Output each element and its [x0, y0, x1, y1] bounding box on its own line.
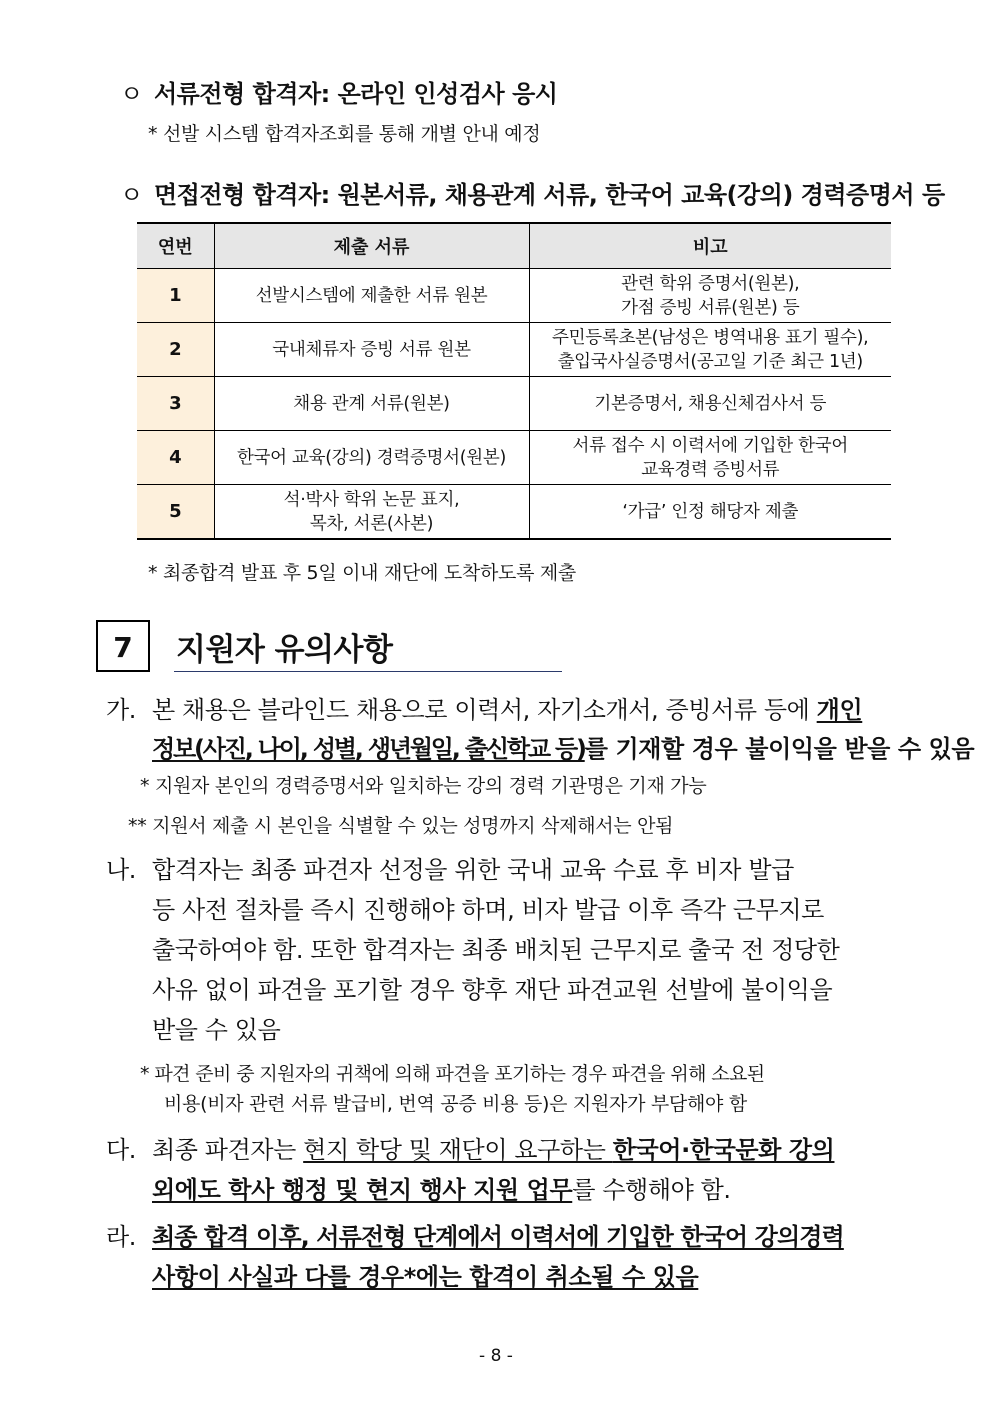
cell-line: 목차, 서론(사본): [309, 513, 434, 534]
item-ga-line1: [106, 690, 862, 725]
bullet-mark: ㅇ: [120, 80, 143, 108]
item-da-emphasis: 한국어·한국문화 강의: [612, 1136, 835, 1164]
item-na-line3: 출국하여야 함. 또한 합격자는 최종 배치된 근무지로 출국 전 정당한: [152, 936, 840, 964]
note-selection-system: * 선발 시스템 합격자조회를 통해 개별 안내 예정: [148, 123, 541, 145]
header-remarks: 비고: [529, 223, 891, 269]
bullet-mark: ㅇ: [120, 181, 143, 209]
item-ra-emphasis: 사항이 사실과 다를 경우*에는 합격이 취소될 수 있음: [152, 1263, 699, 1291]
item-na-note2: 비용(비자 관련 서류 발급비, 번역 공증 비용 등)은 지원자가 부담해야 함: [164, 1093, 747, 1115]
item-da-emphasis: 외에도 학사 행정 및 현지 행사 지원 업무: [152, 1176, 573, 1204]
item-ga-text: 본 채용은 블라인드 채용으로 이력서, 자기소개서, 증빙서류 등에: [152, 696, 817, 724]
row-document: [214, 485, 529, 540]
section-divider: [174, 671, 562, 672]
cell-line: 가점 증빙 서류(원본) 등: [621, 297, 800, 318]
item-ra-line1: [106, 1217, 844, 1252]
item-ra-emphasis: 최종 합격 이후, 서류전형 단계에서 이력서에 기입한 한국어 강의경력: [152, 1223, 844, 1251]
header-document: 제출 서류: [214, 223, 529, 269]
item-ga-note1: * 지원자 본인의 경력증명서와 일치하는 강의 경력 기관명은 기재 가능: [140, 775, 707, 797]
table-row: [137, 485, 891, 540]
item-na-line4: 사유 없이 파견을 포기할 경우 향후 재단 파견교원 선발에 불이익을: [152, 976, 833, 1004]
bullet-text: 면접전형 합격자: 원본서류, 채용관계 서류, 한국어 교육(강의) 경력증명서 등: [154, 181, 945, 209]
section-number-box: 7: [96, 620, 150, 672]
table-row: [137, 323, 891, 377]
cell-line: 한국어 교육(강의) 경력증명서(원본): [236, 447, 507, 468]
item-da-underlined: 현지 학당 및 재단이 요구하는: [303, 1136, 613, 1164]
item-ga-label: 가.: [106, 696, 137, 724]
row-document: [214, 323, 529, 377]
item-da-text: 를 수행해야 함.: [572, 1176, 731, 1204]
cell-line: 관련 학위 증명서(원본),: [621, 273, 800, 294]
cell-line: 선발시스템에 제출한 서류 원본: [255, 285, 488, 306]
item-da-line1: [106, 1130, 834, 1165]
cell-line: ‘가급’ 인정 해당자 제출: [622, 501, 799, 522]
row-no: 2: [137, 323, 214, 377]
cell-line: 국내체류자 증빙 서류 원본: [272, 339, 471, 360]
row-remarks: [529, 431, 891, 485]
item-na-text: 합격자는 최종 파견자 선정을 위한 국내 교육 수료 후 비자 발급: [152, 856, 794, 884]
item-ra-label: 라.: [106, 1223, 137, 1251]
page-number: - 8 -: [479, 1346, 513, 1366]
header-no: 연번: [137, 223, 214, 269]
row-document: [214, 269, 529, 323]
cell-line: 서류 접수 시 이력서에 기입한 한국어: [572, 435, 848, 456]
item-na-line1: [106, 850, 794, 885]
item-na-line5: 받을 수 있음: [152, 1016, 281, 1044]
row-no: 4: [137, 431, 214, 485]
item-ga-text: 를 기재할 경우 불이익을 받을 수 있음: [584, 735, 975, 763]
row-no: 1: [137, 269, 214, 323]
item-ga-emphasis: 개인: [816, 696, 863, 724]
item-da-text: 최종 파견자는: [152, 1136, 304, 1164]
item-na-note1: * 파견 준비 중 지원자의 귀책에 의해 파견을 포기하는 경우 파견을 위해 소요된: [140, 1063, 765, 1085]
item-ga-line2: [152, 729, 974, 764]
row-remarks: [529, 485, 891, 540]
submission-table: [137, 222, 891, 540]
cell-line: 교육경력 증빙서류: [641, 459, 780, 480]
row-remarks: [529, 323, 891, 377]
item-ga-emphasis: 정보(사진, 나이, 성별, 생년월일, 출신학교 등): [152, 735, 585, 763]
item-ra-line2: [152, 1257, 698, 1292]
item-da-line2: [152, 1170, 731, 1205]
cell-line: 채용 관계 서류(원본): [293, 393, 450, 414]
cell-line: 기본증명서, 채용신체검사서 등: [594, 393, 827, 414]
item-da-label: 다.: [106, 1136, 137, 1164]
bullet-interview: [120, 175, 945, 210]
bullet-text: 서류전형 합격자: 온라인 인성검사 응시: [154, 80, 558, 108]
row-remarks: [529, 377, 891, 431]
cell-line: 석·박사 학위 논문 표지,: [283, 489, 460, 510]
item-ga-note2: ** 지원서 제출 시 본인을 식별할 수 있는 성명까지 삭제해서는 안됨: [128, 815, 674, 837]
row-document: [214, 431, 529, 485]
note-deadline: * 최종합격 발표 후 5일 이내 재단에 도착하도록 제출: [148, 562, 576, 584]
table-row: [137, 269, 891, 323]
table-row: [137, 377, 891, 431]
row-no: 5: [137, 485, 214, 540]
cell-line: 출입국사실증명서(공고일 기준 최근 1년): [557, 351, 863, 372]
row-document: [214, 377, 529, 431]
item-na-label: 나.: [106, 856, 137, 884]
item-na-line2: 등 사전 절차를 즉시 진행해야 하며, 비자 발급 이후 즉각 근무지로: [152, 896, 824, 924]
row-no: 3: [137, 377, 214, 431]
section-title: 지원자 유의사항: [176, 632, 393, 668]
row-remarks: [529, 269, 891, 323]
bullet-written-screening: [120, 74, 557, 109]
cell-line: 주민등록초본(남성은 병역내용 표기 필수),: [552, 327, 869, 348]
table-row: [137, 431, 891, 485]
table-header-row: [137, 223, 891, 269]
